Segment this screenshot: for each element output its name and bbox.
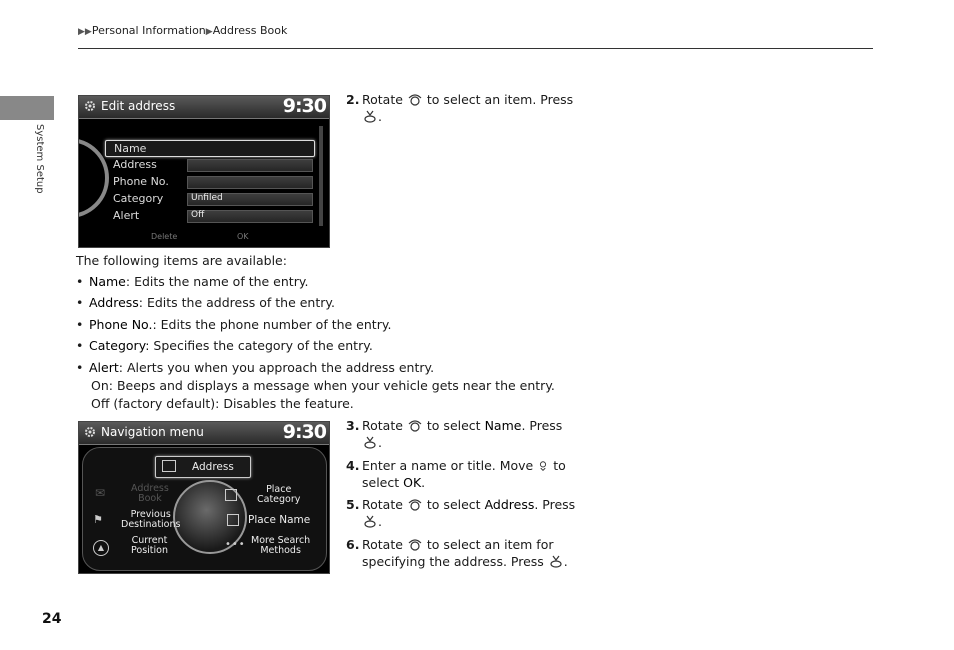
screen-title: Edit address: [101, 99, 176, 113]
rotate-knob-icon: [407, 419, 423, 432]
previous-destinations-item[interactable]: Previous Destinations: [121, 509, 181, 530]
map-icon: [162, 460, 176, 472]
edit-address-screen: [78, 95, 330, 248]
arrow-icon: ▶▶: [78, 27, 92, 37]
page-number: 24: [42, 611, 62, 627]
screen-title-bar: [79, 422, 329, 445]
more-icon: •••: [225, 539, 246, 550]
place-category-item[interactable]: Place Category: [257, 484, 301, 505]
current-position-item[interactable]: Current Position: [131, 535, 168, 556]
step-6: 6. Rotate to select an item for specifying the address. Press .: [346, 537, 568, 569]
address-button[interactable]: Address: [155, 456, 251, 478]
step-5: 5. Rotate to select Address. Press .: [346, 497, 576, 529]
arrow-icon: ▶: [205, 27, 213, 37]
compass-icon: ▲: [93, 540, 109, 556]
row-address[interactable]: Address: [105, 157, 313, 172]
category-icon: [225, 489, 237, 501]
rotate-knob-icon: [407, 93, 423, 106]
alert-on-text: On: Beeps and displays a message when your vehicle gets near the entry.: [91, 378, 555, 393]
press-knob-icon: [548, 555, 564, 568]
navigation-menu-screen: [78, 421, 330, 574]
more-search-methods-item[interactable]: More Search Methods: [251, 535, 311, 556]
clock: 9:30: [282, 421, 326, 443]
row-phone[interactable]: Phone No.: [105, 174, 313, 189]
gear-icon: [84, 426, 96, 438]
screen-title-bar: [79, 96, 329, 119]
alert-off-text: Off (factory default): Disables the feature.: [91, 396, 354, 411]
screen-title: Navigation menu: [101, 425, 204, 439]
intro-text: The following items are available:: [76, 253, 287, 268]
breadcrumb: [78, 24, 287, 37]
clock: 9:30: [282, 95, 326, 117]
gear-icon: [84, 100, 96, 112]
section-tab: [0, 96, 54, 120]
address-book-item[interactable]: Address Book: [131, 483, 169, 504]
press-knob-icon: [362, 515, 378, 528]
delete-button[interactable]: Delete: [151, 232, 178, 241]
rotate-knob-icon: [407, 498, 423, 511]
step-4: 4. Enter a name or title. Move to select OK.: [346, 458, 566, 490]
breadcrumb-part-2[interactable]: Address Book: [212, 24, 288, 37]
section-label: System Setup: [34, 124, 45, 194]
header-rule: [78, 48, 873, 49]
flag-icon: ⚑: [93, 513, 103, 526]
press-knob-icon: [362, 110, 378, 123]
address-book-icon: ✉: [95, 486, 106, 500]
step-3: 3. Rotate to select Name. Press .: [346, 418, 563, 450]
place-name-item[interactable]: Place Name: [248, 514, 311, 526]
step-2: 2. Rotate to select an item. Press .: [346, 92, 574, 124]
breadcrumb-part-1[interactable]: Personal Information: [91, 24, 206, 37]
place-name-icon: [227, 514, 239, 526]
ok-button[interactable]: OK: [237, 232, 249, 241]
move-stick-icon: [537, 459, 549, 472]
row-category[interactable]: Category Unfiled: [105, 191, 313, 206]
row-name[interactable]: Name: [105, 140, 315, 157]
row-alert[interactable]: Alert Off: [105, 208, 313, 223]
press-knob-icon: [362, 436, 378, 449]
rotate-knob-icon: [407, 538, 423, 551]
